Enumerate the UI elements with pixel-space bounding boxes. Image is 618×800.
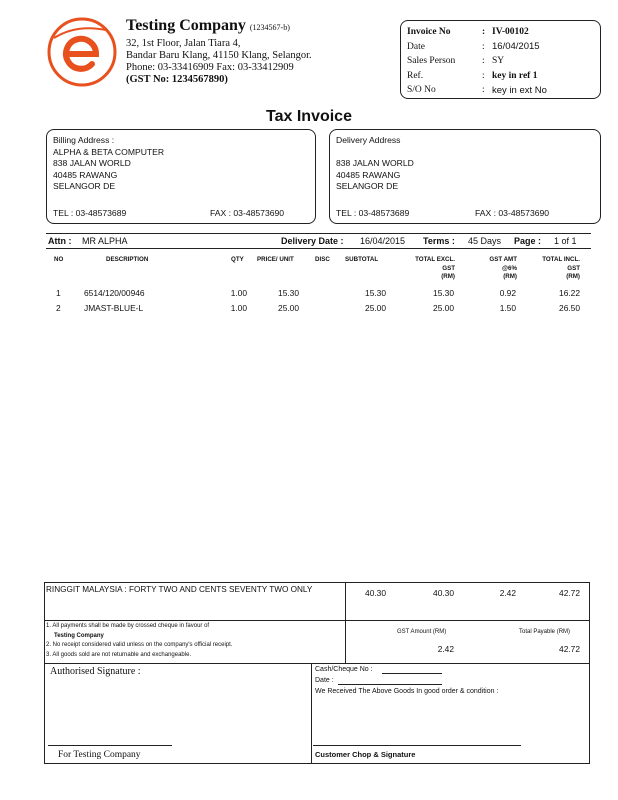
delivery-address-box <box>329 129 601 224</box>
logo-e-mark <box>66 39 96 69</box>
attn-bar <box>46 233 591 249</box>
col-header-total-incl-1: TOTAL INCL. <box>542 256 580 263</box>
row-subtotal: 25.00 <box>365 303 386 313</box>
col-header-gst-amt-2: @6% <box>502 264 517 272</box>
row-price: 15.30 <box>278 288 299 298</box>
page-label: Page : <box>514 236 542 246</box>
cheque-no-line <box>382 673 442 674</box>
footer-rule-2 <box>44 620 590 621</box>
col-header-gst-amt-3: (RM) <box>503 273 517 280</box>
delivery-line-3: SELANGOR DE <box>336 181 399 191</box>
row-qty: 1.00 <box>230 303 247 313</box>
footer-left-border <box>44 582 45 763</box>
delivery-fax: FAX : 03-48573690 <box>475 207 550 218</box>
billing-line-3: 40485 RAWANG <box>53 169 118 180</box>
note-1: 1. All payments shall be made by crossed cheque in favour of <box>46 623 210 629</box>
billing-fax: FAX : 03-48573690 <box>210 207 285 218</box>
terms-value: 45 Days <box>468 236 502 246</box>
gst-amount-label: GST Amount (RM) <box>397 629 447 635</box>
col-header-total-excl-1: TOTAL EXCL. <box>415 256 455 263</box>
footer-divider-totals <box>345 582 346 663</box>
company-address-block <box>126 38 312 86</box>
table-row <box>0 303 618 315</box>
col-header-total-incl-3: (RM) <box>566 273 580 280</box>
row-total-excl: 25.00 <box>433 303 454 313</box>
gst-amount-value: 2.42 <box>437 644 454 654</box>
total-subtotal: 40.30 <box>365 588 386 598</box>
delivery-line-2: 40485 RAWANG <box>336 169 401 180</box>
row-description: JMAST-BLUE-L <box>84 303 144 313</box>
note-3: 3. All goods sold are not returnable and exchangeable. <box>46 651 192 658</box>
billing-tel: TEL : 03-48573689 <box>53 207 127 218</box>
row-gst-amt: 1.50 <box>499 303 516 313</box>
table-row <box>0 288 618 300</box>
document-title: Tax Invoice <box>266 108 352 125</box>
date-label: Date : <box>315 677 334 684</box>
company-address-line-1: 32, 1st Floor, Jalan Tiara 4, <box>126 38 241 49</box>
company-phone-fax: Phone: 03-33416909 Fax: 03-33412909 <box>126 62 294 73</box>
company-name-text: Testing Company <box>126 17 246 34</box>
total-payable-label: Total Payable (RM) <box>519 629 571 635</box>
amount-in-words: RINGGIT MALAYSIA : FORTY TWO AND CENTS SEVENTY TWO ONLY <box>46 585 313 594</box>
delivery-date-label: Delivery Date : <box>281 236 344 246</box>
col-header-total-excl-3: (RM) <box>441 273 455 280</box>
ref-label: Ref. <box>407 70 424 81</box>
received-goods-text: We Received The Above Goods In good order & condition : <box>315 688 499 695</box>
delivery-tel: TEL : 03-48573689 <box>336 207 410 218</box>
col-header-disc: DISC <box>315 256 330 263</box>
row-subtotal: 15.30 <box>365 288 386 298</box>
delivery-line-1: 838 JALAN WORLD <box>336 158 414 168</box>
invoice-no-value: IV-00102 <box>492 27 529 38</box>
company-reg-no: (1234567-b) <box>249 23 290 32</box>
col-header-no: NO <box>54 256 64 263</box>
col-header-gst-amt-1: GST AMT <box>489 256 517 263</box>
col-header-total-incl <box>528 256 580 282</box>
attn-value: MR ALPHA <box>82 236 128 246</box>
row-gst-amt: 0.92 <box>499 288 516 298</box>
total-payable-value: 42.72 <box>559 644 580 654</box>
customer-signature-line <box>313 745 521 746</box>
footer-bottom-rule <box>44 763 590 764</box>
billing-line-1: ALPHA & BETA COMPUTER <box>53 146 165 157</box>
col-header-subtotal: SUBTOTAL <box>345 256 379 263</box>
row-total-incl: 26.50 <box>559 303 580 313</box>
ref-value: key in ref 1 <box>492 70 538 81</box>
row-total-excl: 15.30 <box>433 288 454 298</box>
footer-rule-3 <box>44 663 590 664</box>
invoice-info-box <box>400 20 601 99</box>
sales-person-row: Sales Person : SY <box>407 56 505 67</box>
note-1-payee: Testing Company <box>54 632 104 639</box>
col-header-description: DESCRIPTION <box>106 256 149 263</box>
for-company-label: For Testing Company <box>58 750 141 760</box>
invoice-no-label: Invoice No <box>407 27 451 38</box>
row-qty: 1.00 <box>230 288 247 298</box>
payment-notes <box>46 622 232 660</box>
so-no-row: S/O No : key in ext No <box>407 84 547 96</box>
company-name <box>126 17 290 35</box>
customer-chop-label: Customer Chop & Signature <box>315 750 416 759</box>
billing-address-box <box>46 129 316 224</box>
row-no: 2 <box>56 303 61 313</box>
company-address-line-2: Bandar Baru Klang, 41150 Klang, Selangor. <box>126 50 312 61</box>
row-total-incl: 16.22 <box>559 288 580 298</box>
invoice-date-row: Date : 16/04/2015 <box>407 41 540 53</box>
note-2: 2. No receipt considered valid unless on the company's official receipt. <box>46 642 233 648</box>
total-gst-amt: 2.42 <box>499 588 516 598</box>
cheque-no-label: Cash/Cheque No : <box>315 666 373 673</box>
company-logo <box>46 16 118 88</box>
authorised-signature-label: Authorised Signature : <box>50 666 141 677</box>
row-no: 1 <box>56 288 61 298</box>
terms-label: Terms : <box>423 236 455 246</box>
attn-label: Attn : <box>48 236 72 246</box>
billing-heading: Billing Address : <box>53 135 115 145</box>
col-header-qty: QTY <box>231 256 244 263</box>
col-header-total-incl-2: GST <box>567 264 580 272</box>
company-gst-no: (GST No: 1234567890) <box>126 74 228 85</box>
invoice-no-row: Invoice No : IV-00102 <box>407 27 529 38</box>
authorised-signature-line <box>48 745 172 746</box>
col-header-total-excl <box>403 256 455 282</box>
col-header-total-excl-2: GST <box>442 264 455 272</box>
delivery-heading: Delivery Address <box>336 135 401 145</box>
billing-line-4: SELANGOR DE <box>53 181 116 191</box>
row-price: 25.00 <box>278 303 299 313</box>
delivery-date-value: 16/04/2015 <box>360 236 406 246</box>
billing-line-2: 838 JALAN WORLD <box>53 158 131 168</box>
invoice-date-label: Date <box>407 41 425 52</box>
total-incl-gst: 42.72 <box>559 588 580 598</box>
page-value: 1 of 1 <box>554 236 577 246</box>
sales-person-value: SY <box>492 56 505 67</box>
col-header-price: PRICE/ UNIT <box>257 256 294 263</box>
invoice-date-value: 16/04/2015 <box>492 41 540 53</box>
row-description: 6514/120/00946 <box>84 288 145 298</box>
footer-top-rule <box>44 582 590 583</box>
footer-divider-signature <box>311 663 312 763</box>
total-excl-gst: 40.30 <box>433 588 454 598</box>
col-header-gst-amt <box>474 256 517 282</box>
ref-row: Ref. : key in ref 1 <box>407 70 538 81</box>
so-no-label: S/O No <box>407 85 436 96</box>
sales-person-label: Sales Person <box>407 56 456 67</box>
footer-right-border <box>589 582 590 763</box>
so-no-value: key in ext No <box>492 84 547 96</box>
date-line <box>338 684 442 685</box>
